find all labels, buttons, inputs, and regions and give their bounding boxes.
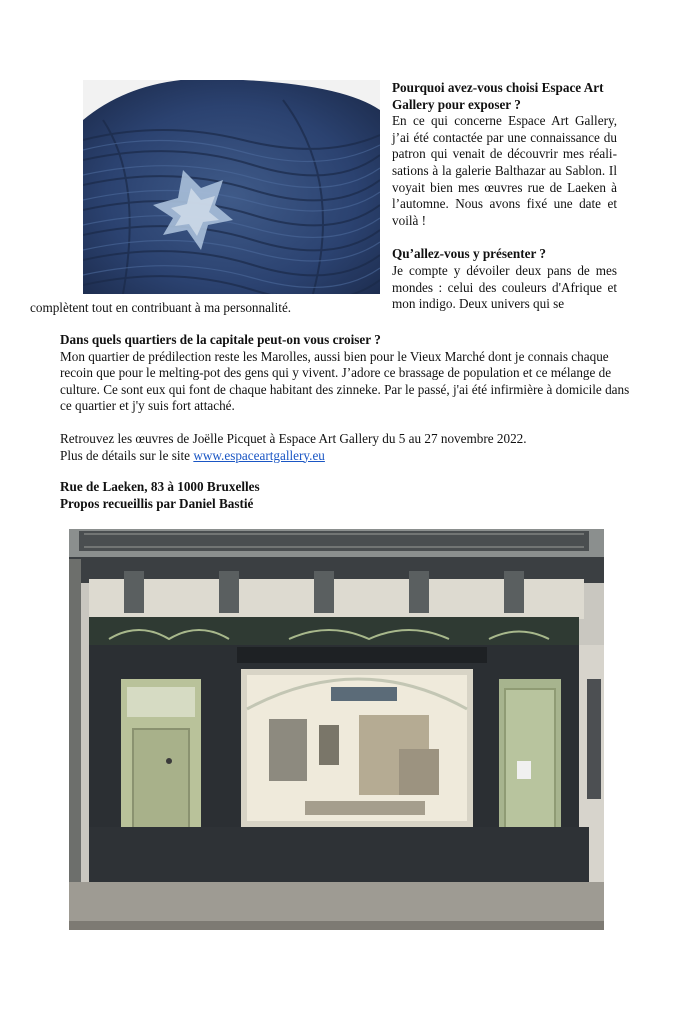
answer-3-text: Mon quartier de prédilection reste les Marolles, aussi bien pour le Vieux Marché dont je connais chaque recoin que pour le melting-pot des gens qui y vivent. J’adore ce brassage de population et ce mélange de culture. Ce sont eux qui font de chaque habitant des zinneke. Par le passé, j'ai été infirmière à domicile dans ce quartier et j'y suis fort attaché.	[60, 348, 630, 414]
details-prefix: Plus de détails sur le site	[60, 447, 194, 463]
interview-section	[60, 332, 630, 512]
answer-2-continuation: complètent tout en contribuant à ma personnalité.	[30, 300, 292, 315]
question-3-heading: Dans quels quartiers de la capitale peut-on vous croiser ?	[60, 332, 381, 347]
gallery-address: Rue de Laeken, 83 à 1000 Bruxelles	[60, 479, 260, 495]
question-1-heading: Pourquoi avez-vous choisi Espace Art Gallery pour exposer ?	[392, 80, 604, 112]
gallery-website-link[interactable]: www.espaceartgallery.eu	[193, 447, 325, 463]
details-line	[60, 448, 630, 465]
answer-1-text: En ce qui concerne Espace Art Gallery, j’ai été contactée par une connaissance du patron qui venait de découvrir mes réali-sations à la galerie Balthazar au Sablon. Il voyait bien mes œuvres rue de Laeken à l’automne. Nous avons fixé une date et voilà !	[392, 113, 617, 228]
gallery-storefront-image	[69, 529, 604, 930]
interview-credit: Propos recueillis par Daniel Bastié	[60, 495, 254, 511]
answer-2-text: Je compte y dévoiler deux pans de mes mondes : celui des couleurs d'Afrique et mon indigo. Deux univers qui se	[392, 262, 617, 312]
indigo-artwork-image	[83, 80, 380, 294]
exhibition-dates-text: Retrouvez les œuvres de Joëlle Picquet à Espace Art Gallery du 5 au 27 novembre 2022.	[60, 430, 527, 446]
interview-right-column	[392, 80, 617, 313]
question-2-heading: Qu’allez-vous y présenter ?	[392, 246, 546, 262]
